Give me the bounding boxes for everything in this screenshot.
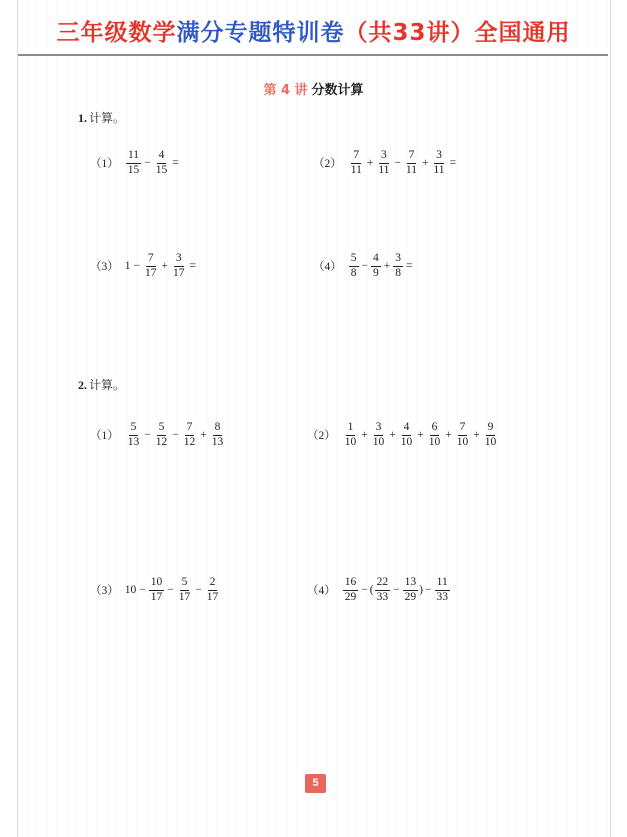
numerator: 2 (208, 576, 218, 591)
denominator: 17 (145, 266, 157, 279)
whole-number: 1 (124, 260, 131, 272)
denominator: 17 (150, 590, 163, 603)
numerator: 9 (486, 421, 496, 436)
fraction (177, 576, 193, 604)
fraction (154, 421, 170, 449)
q2-problem-4 (307, 576, 451, 604)
denominator: 10 (400, 435, 413, 448)
q1-problem-3 (90, 252, 198, 280)
fraction (126, 421, 142, 449)
question-1-heading (78, 109, 125, 126)
fraction (171, 252, 187, 280)
operator: − (393, 584, 400, 596)
numerator: 7 (458, 421, 468, 436)
question-number: 1. (78, 111, 87, 125)
denominator: 10 (456, 435, 469, 448)
equals-sign: = (189, 260, 196, 272)
denominator: 10 (484, 435, 497, 448)
fraction (434, 576, 450, 604)
numerator: 4 (157, 149, 167, 164)
operator: − (361, 584, 368, 596)
operator: + (473, 429, 480, 441)
banner-count: （共33讲） (344, 20, 475, 46)
lecture-topic: 分数计算 (311, 83, 364, 98)
denominator: 8 (395, 266, 401, 279)
section-title (0, 79, 627, 98)
fraction (143, 252, 159, 280)
operator: + (383, 260, 391, 272)
denominator: 10 (344, 435, 357, 448)
numerator: 11 (126, 149, 141, 164)
operator: − (394, 157, 401, 169)
numerator: 7 (351, 149, 361, 164)
numerator: 7 (146, 252, 156, 267)
numerator: 4 (402, 421, 412, 436)
fraction (376, 149, 391, 177)
denominator: 12 (155, 435, 168, 448)
fraction (403, 576, 419, 604)
numerator: 3 (393, 252, 403, 267)
problem-index: （3） (90, 261, 119, 273)
denominator: 33 (376, 590, 389, 603)
fraction (154, 149, 170, 177)
numerator: 3 (379, 149, 389, 164)
operator: − (361, 260, 368, 272)
left-parenthesis: ( (369, 584, 374, 596)
numerator: 16 (343, 576, 359, 591)
denominator: 17 (178, 590, 191, 603)
numerator: 3 (434, 149, 444, 164)
fraction (404, 149, 419, 177)
fraction (343, 576, 359, 604)
problem-index: （3） (90, 585, 119, 597)
denominator: 15 (127, 163, 140, 176)
denominator: 9 (373, 266, 379, 279)
fraction (349, 252, 359, 280)
banner-scope: 全国通用 (474, 20, 571, 46)
operator: − (172, 429, 179, 441)
equals-sign: = (172, 157, 179, 169)
fraction (205, 576, 221, 604)
problem-index: （1） (90, 430, 119, 442)
q2-problem-3 (90, 576, 221, 604)
numerator: 1 (346, 421, 356, 436)
question-instruction: 计算。 (89, 111, 126, 125)
problem-index: （2） (313, 158, 342, 170)
operator: + (361, 429, 368, 441)
operator: − (144, 429, 151, 441)
numerator: 10 (149, 576, 165, 591)
operator: + (366, 157, 374, 169)
question-instruction: 计算。 (89, 378, 126, 392)
numerator: 8 (213, 421, 223, 436)
operator: − (144, 157, 151, 169)
fraction (149, 576, 165, 604)
fraction (399, 421, 415, 449)
operator: + (389, 429, 396, 441)
equals-sign: = (406, 260, 413, 272)
numerator: 3 (174, 252, 184, 267)
denominator: 10 (428, 435, 441, 448)
denominator: 13 (127, 435, 140, 448)
numerator: 11 (435, 576, 450, 591)
fraction (349, 149, 364, 177)
denominator: 17 (206, 590, 219, 603)
operator: − (139, 584, 146, 596)
q1-problem-2 (313, 149, 458, 177)
operator: + (417, 429, 424, 441)
operator: − (424, 584, 432, 596)
numerator: 5 (129, 421, 139, 436)
lecture-number: 第 4 讲 (263, 83, 308, 98)
numerator: 3 (374, 421, 384, 436)
q2-problem-1 (90, 421, 226, 449)
denominator: 8 (350, 266, 357, 279)
q2-problem-2 (307, 421, 499, 449)
numerator: 5 (180, 576, 190, 591)
numerator: 7 (185, 421, 195, 436)
numerator: 22 (375, 576, 391, 591)
operator: + (421, 157, 429, 169)
problem-index: （4） (313, 261, 342, 273)
denominator: 33 (436, 590, 448, 603)
denominator: 11 (433, 163, 445, 176)
banner-divider (18, 54, 608, 56)
denominator: 29 (344, 590, 357, 603)
denominator: 12 (183, 435, 196, 448)
banner-title: 满分专题特训卷 (176, 20, 345, 46)
operator: − (195, 584, 202, 596)
right-parenthesis: ) (419, 584, 423, 596)
numerator: 7 (407, 149, 417, 164)
fraction (455, 421, 471, 449)
whole-number: 10 (124, 584, 137, 596)
fraction (375, 576, 391, 604)
numerator: 6 (430, 421, 440, 436)
operator: + (445, 429, 452, 441)
numerator: 13 (403, 576, 419, 591)
question-number: 2. (78, 378, 87, 392)
question-2-heading (78, 376, 125, 393)
equals-sign: = (449, 157, 457, 169)
banner-grade: 三年级数学 (56, 20, 177, 46)
operator: + (161, 260, 168, 272)
denominator: 11 (405, 163, 417, 176)
fraction (126, 149, 142, 177)
q1-problem-1 (90, 149, 181, 177)
denominator: 10 (372, 435, 385, 448)
numerator: 5 (157, 421, 167, 436)
denominator: 17 (173, 266, 185, 279)
denominator: 11 (350, 163, 362, 176)
page-number: 5 (305, 774, 326, 793)
q1-problem-4 (313, 252, 415, 280)
operator: − (167, 584, 174, 596)
denominator: 11 (378, 163, 390, 176)
fraction (427, 421, 443, 449)
fraction (210, 421, 226, 449)
problem-index: （1） (90, 158, 119, 170)
numerator: 5 (349, 252, 359, 267)
problem-index: （2） (307, 430, 336, 442)
fraction (182, 421, 198, 449)
fraction (393, 252, 403, 280)
page-banner (0, 14, 627, 47)
problem-index: （4） (307, 585, 336, 597)
fraction (371, 252, 381, 280)
fraction (431, 149, 446, 177)
operator: + (200, 429, 207, 441)
operator: − (133, 260, 140, 272)
denominator: 29 (404, 590, 417, 603)
denominator: 15 (155, 163, 168, 176)
denominator: 13 (211, 435, 224, 448)
numerator: 4 (371, 252, 381, 267)
fraction (483, 421, 499, 449)
fraction (371, 421, 387, 449)
fraction (343, 421, 359, 449)
